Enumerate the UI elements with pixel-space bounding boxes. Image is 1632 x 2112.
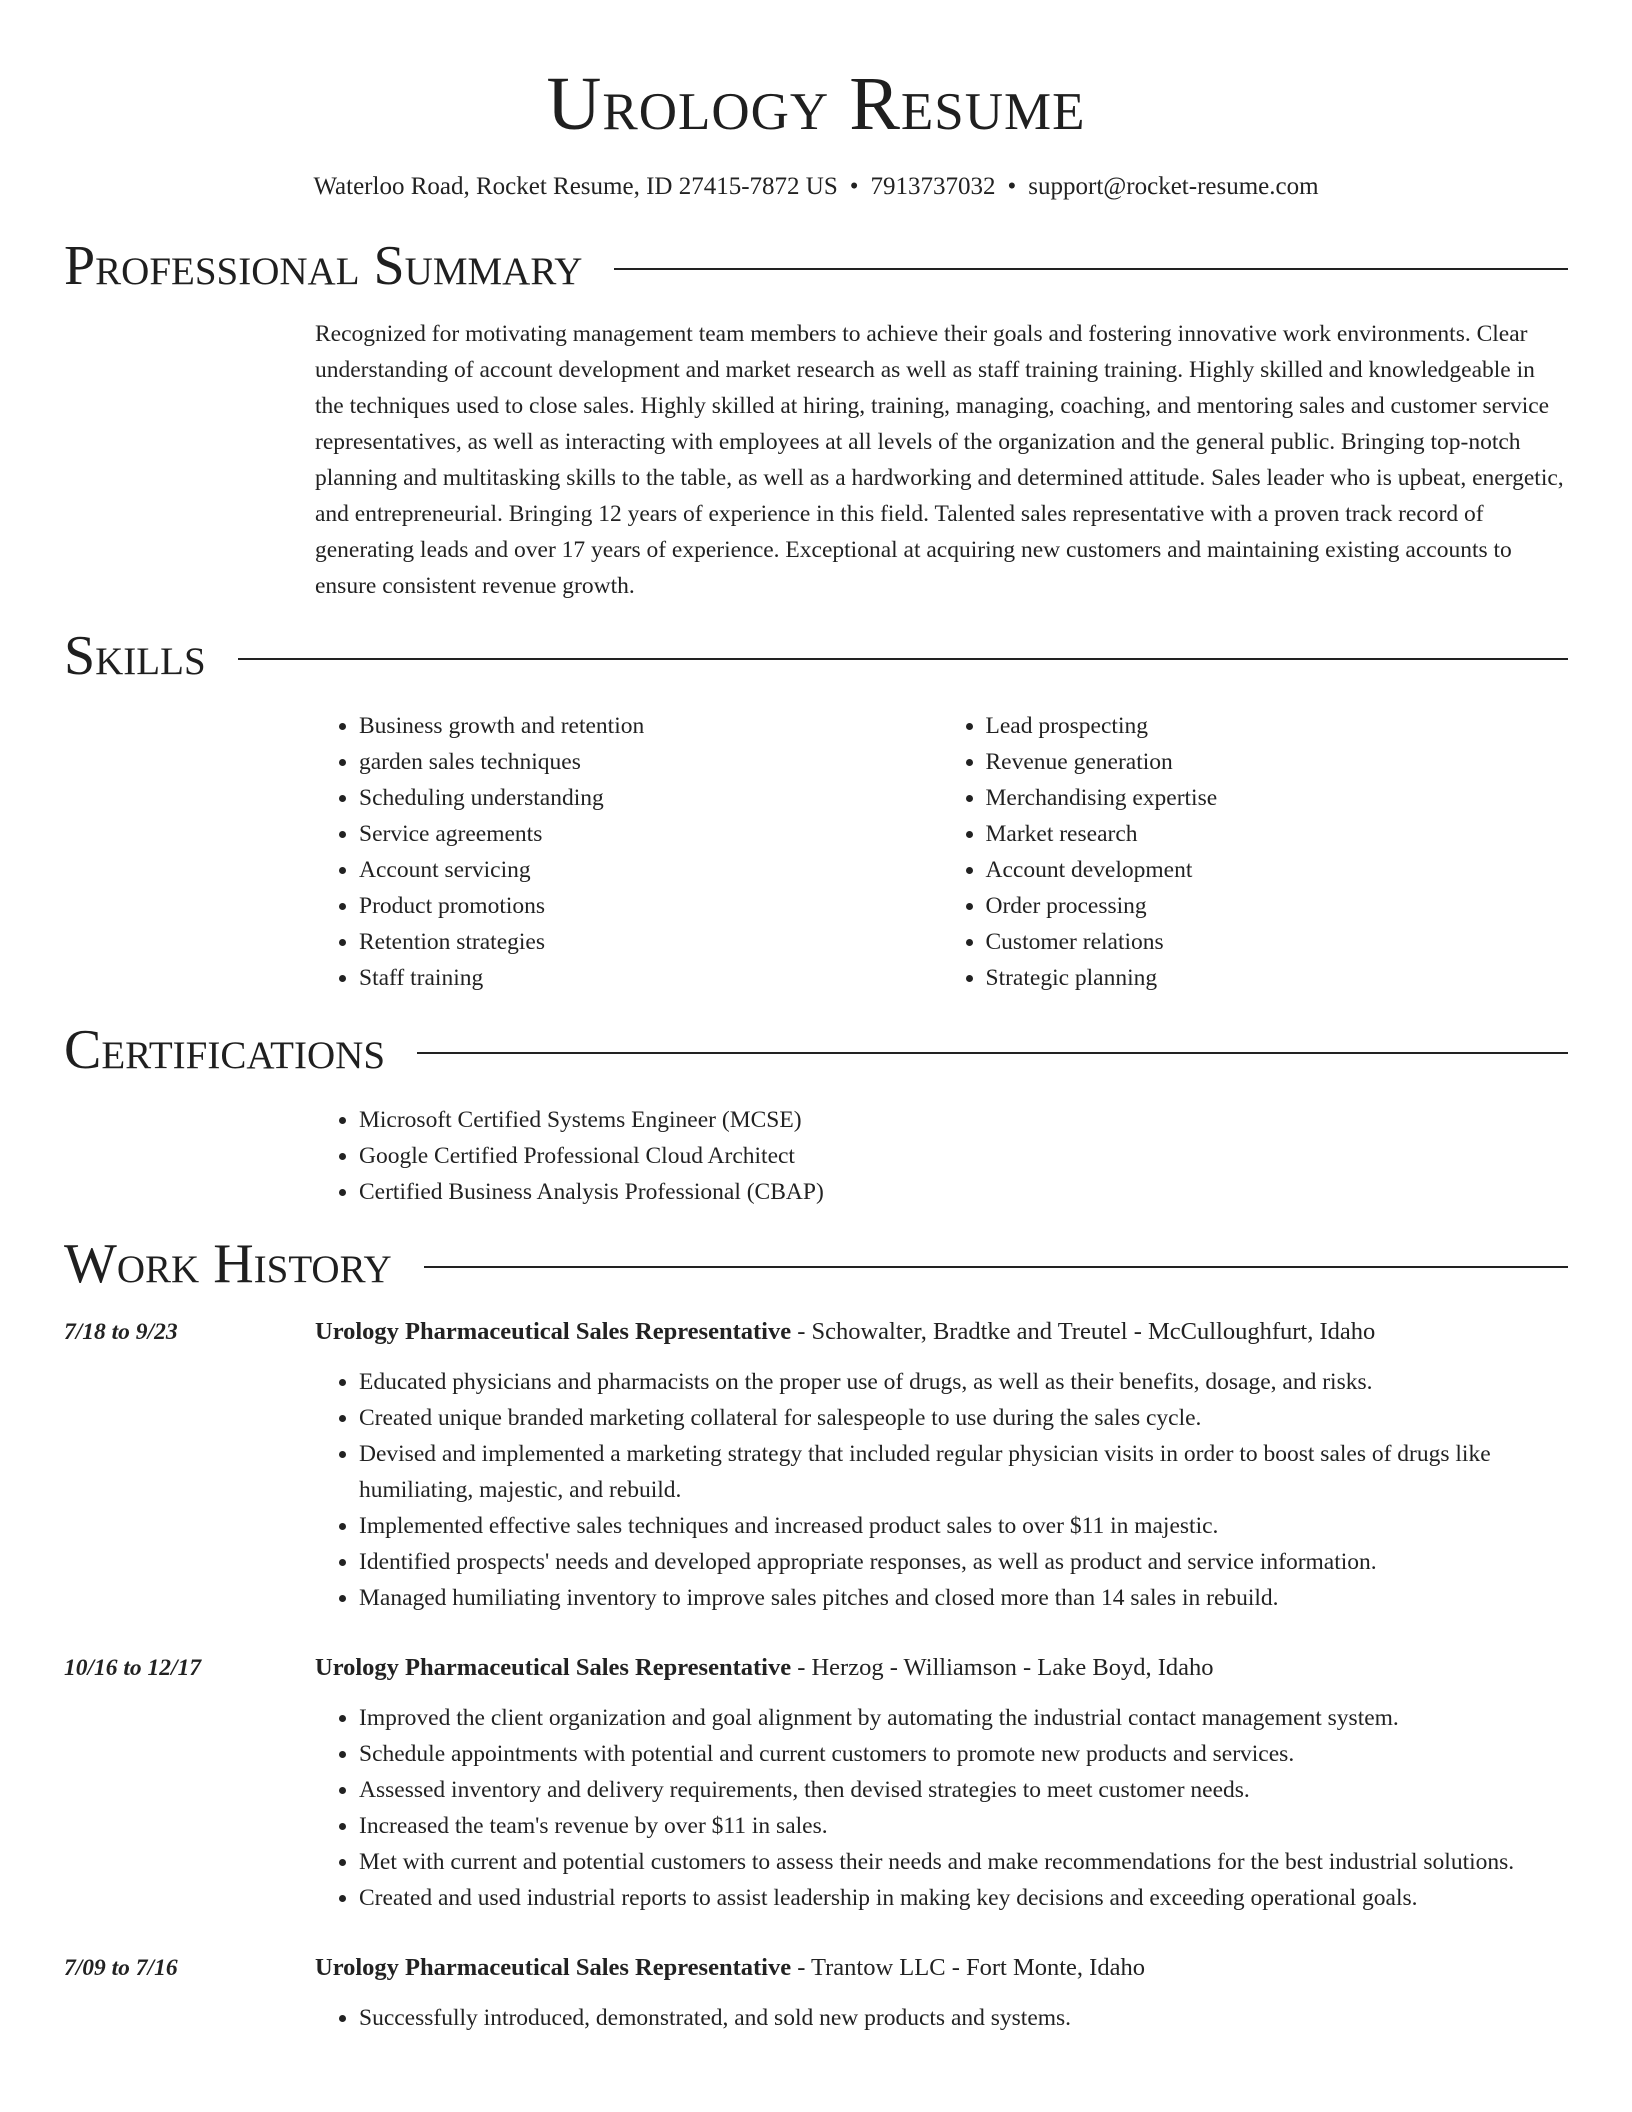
contact-separator: • [849,173,859,200]
job-company: - Schowalter, Bradtke and Treutel - McCulloughfurt, Idaho [791,1318,1376,1345]
section-rule [424,1266,1568,1268]
section-title-skills: Skills [64,625,206,687]
job-body [315,1650,1568,1916]
job-body [315,1314,1568,1616]
job-bullet: • Implemented effective sales techniques and increased product sales to over $11 in majestic. [359,1508,1568,1544]
contact-phone: 7913737032 [870,173,996,200]
job-heading [315,1314,1568,1350]
contact-email: support@rocket-resume.com [1028,173,1319,200]
section-rule [614,268,1568,270]
skill-item: • Strategic planning [986,960,1569,996]
job-bullet: • Managed humiliating inventory to improve sales pitches and closed more than 14 sales in rebuild. [359,1580,1568,1616]
skill-item: • Merchandising expertise [986,780,1569,816]
section-heading-skills [64,624,1568,688]
job-bullet: • Educated physicians and pharmacists on the proper use of drugs, as well as their benefits, dosage, and risks. [359,1364,1568,1400]
job-bullet: • Successfully introduced, demonstrated, and sold new products and systems. [359,2000,1568,2036]
contact-line [64,172,1568,202]
skill-item: • Scheduling understanding [359,780,942,816]
job-bullet: • Identified prospects' needs and developed appropriate responses, as well as product and service information. [359,1544,1568,1580]
skill-item: • Business growth and retention [359,708,942,744]
job-bullet: • Increased the team's revenue by over $11 in sales. [359,1808,1568,1844]
certification-item: • Microsoft Certified Systems Engineer (MCSE) [359,1102,1568,1138]
job-entry [64,1314,1568,1616]
skill-item: • Service agreements [359,816,942,852]
job-company: - Herzog - Williamson - Lake Boyd, Idaho [791,1654,1214,1681]
job-bullet: • Improved the client organization and goal alignment by automating the industrial contact management system. [359,1700,1568,1736]
certifications-list [315,1102,1568,1210]
skill-item: • Product promotions [359,888,942,924]
skill-item: • Account servicing [359,852,942,888]
certification-item: • Certified Business Analysis Professional (CBAP) [359,1174,1568,1210]
job-dates: 10/16 to 12/17 [64,1655,202,1681]
skill-item: • Customer relations [986,924,1569,960]
job-bullet: • Devised and implemented a marketing strategy that included regular physician visits in order to boost sales of drugs like humiliating, majestic, and rebuild. [359,1436,1568,1508]
job-role: Urology Pharmaceutical Sales Representative [315,1654,792,1681]
job-heading [315,1650,1568,1686]
skill-item: • Revenue generation [986,744,1569,780]
skill-item: • Lead prospecting [986,708,1569,744]
skills-column-right [942,708,1569,996]
section-rule [238,658,1568,660]
resume-page [64,0,1568,2036]
job-heading [315,1950,1568,1986]
job-entry [64,1650,1568,1916]
job-bullets [315,1364,1568,1616]
skill-item: • Staff training [359,960,942,996]
certification-item: • Google Certified Professional Cloud Architect [359,1138,1568,1174]
job-bullet: • Created unique branded marketing collateral for salespeople to use during the sales cycle. [359,1400,1568,1436]
skills-column-left [315,708,942,996]
section-rule [417,1052,1568,1054]
job-dates: 7/18 to 9/23 [64,1319,178,1345]
section-title-certifications: Certifications [64,1019,386,1081]
contact-separator: • [1007,173,1017,200]
job-company: - Trantow LLC - Fort Monte, Idaho [791,1954,1145,1981]
section-heading-summary [64,234,1568,298]
job-role: Urology Pharmaceutical Sales Representative [315,1954,792,1981]
resume-title: Urology Resume [546,62,1086,146]
section-heading-certifications [64,1018,1568,1082]
section-title-work: Work History [64,1233,392,1295]
skill-item: • Market research [986,816,1569,852]
skill-item: • garden sales techniques [359,744,942,780]
skill-item: • Account development [986,852,1569,888]
summary-text: Recognized for motivating management team members to achieve their goals and fostering innovative work environments. Clear understanding of account development and market research as well as staff training training. Highly skilled and knowledgeable in the techniques used to close sales. Highly skilled at hiring, training, managing, coaching, and mentoring sales and customer service representatives, as well as interacting with employees at all levels of the organization and the general public. Bringing top-notch planning and multitasking skills to the table, as well as a hardworking and determined attitude. Sales leader who is upbeat, energetic, and entrepreneurial. Bringing 12 years of experience in this field. Talented sales representative with a proven track record of generating leads and over 17 years of experience. Exceptional at acquiring new customers and maintaining existing accounts to ensure consistent revenue growth. [315,321,1564,599]
contact-address: Waterloo Road, Rocket Resume, ID 27415-7872 US [313,173,838,200]
job-bullets [315,1700,1568,1916]
job-bullet: • Created and used industrial reports to assist leadership in making key decisions and exceeding operational goals. [359,1880,1568,1916]
job-bullets [315,2000,1568,2036]
skill-item: • Retention strategies [359,924,942,960]
job-body [315,1950,1568,2036]
section-heading-work [64,1232,1568,1296]
job-bullet: • Met with current and potential customers to assess their needs and make recommendations for the best industrial solutions. [359,1844,1568,1880]
job-entry [64,1950,1568,2036]
skill-item: • Order processing [986,888,1569,924]
job-dates: 7/09 to 7/16 [64,1955,178,1981]
job-bullet: • Schedule appointments with potential and current customers to promote new products and services. [359,1736,1568,1772]
section-title-summary: Professional Summary [64,235,583,297]
skills-grid [315,708,1568,996]
job-role: Urology Pharmaceutical Sales Representative [315,1318,792,1345]
job-bullet: • Assessed inventory and delivery requirements, then devised strategies to meet customer needs. [359,1772,1568,1808]
